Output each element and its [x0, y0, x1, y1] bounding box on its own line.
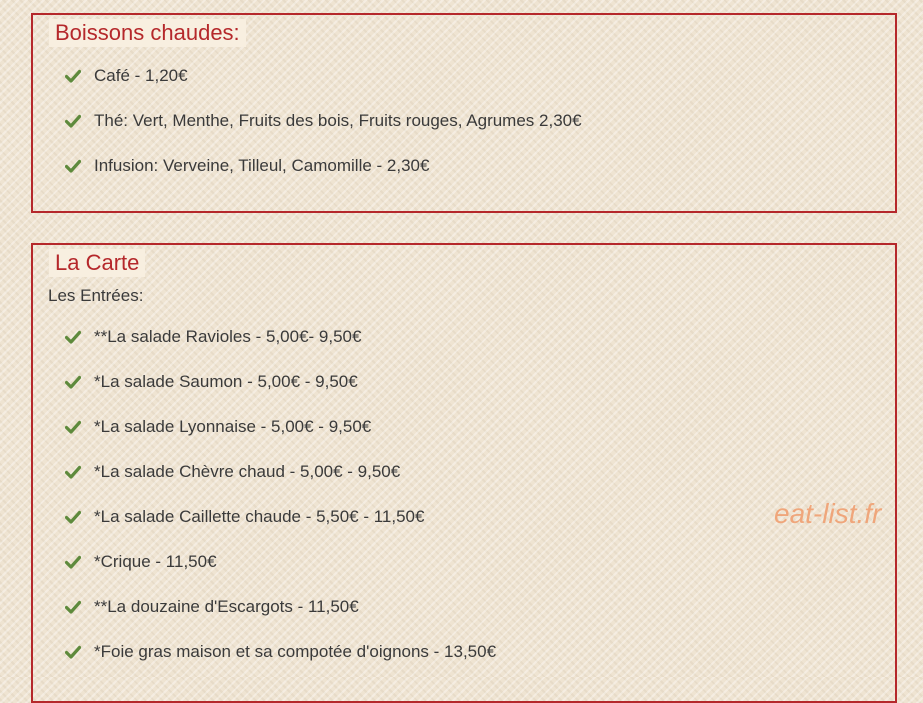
list-item [65, 359, 496, 404]
section-title-la-carte: La Carte [49, 249, 145, 277]
section-title-boissons-chaudes: Boissons chaudes: [49, 19, 246, 47]
entrees-list [65, 314, 496, 674]
item-text: *La salade Caillette chaude - 5,50€ - 11,50€ [94, 506, 425, 526]
check-icon [65, 68, 81, 84]
check-icon [65, 113, 81, 129]
item-text: *La salade Chèvre chaud - 5,00€ - 9,50€ [94, 461, 401, 481]
list-item [65, 314, 496, 359]
list-item [65, 404, 496, 449]
boissons-chaudes-section [31, 13, 897, 213]
check-icon [65, 644, 81, 660]
check-icon [65, 419, 81, 435]
list-item [65, 143, 582, 188]
check-icon [65, 374, 81, 390]
item-text: *La salade Saumon - 5,00€ - 9,50€ [94, 371, 358, 391]
item-text: *Crique - 11,50€ [94, 551, 217, 571]
check-icon [65, 599, 81, 615]
check-icon [65, 329, 81, 345]
check-icon [65, 464, 81, 480]
list-item [65, 584, 496, 629]
list-item [65, 629, 496, 674]
list-item [65, 98, 582, 143]
item-text: Infusion: Verveine, Tilleul, Camomille - 2,30€ [94, 155, 430, 175]
item-text: **La salade Ravioles - 5,00€- 9,50€ [94, 326, 362, 346]
la-carte-section [31, 243, 897, 703]
list-item [65, 494, 496, 539]
item-text: *Foie gras maison et sa compotée d'oignons - 13,50€ [94, 641, 497, 661]
boissons-list [65, 53, 582, 188]
check-icon [65, 158, 81, 174]
check-icon [65, 509, 81, 525]
item-text: **La douzaine d'Escargots - 11,50€ [94, 596, 359, 616]
list-item [65, 449, 496, 494]
item-text: Thé: Vert, Menthe, Fruits des bois, Fruits rouges, Agrumes 2,30€ [94, 110, 582, 130]
item-text: Café - 1,20€ [94, 65, 188, 85]
subheading-entrees: Les Entrées: [48, 286, 144, 305]
item-text: *La salade Lyonnaise - 5,00€ - 9,50€ [94, 416, 372, 436]
watermark: eat-list.fr [774, 498, 882, 529]
list-item [65, 539, 496, 584]
list-item [65, 53, 582, 98]
check-icon [65, 554, 81, 570]
